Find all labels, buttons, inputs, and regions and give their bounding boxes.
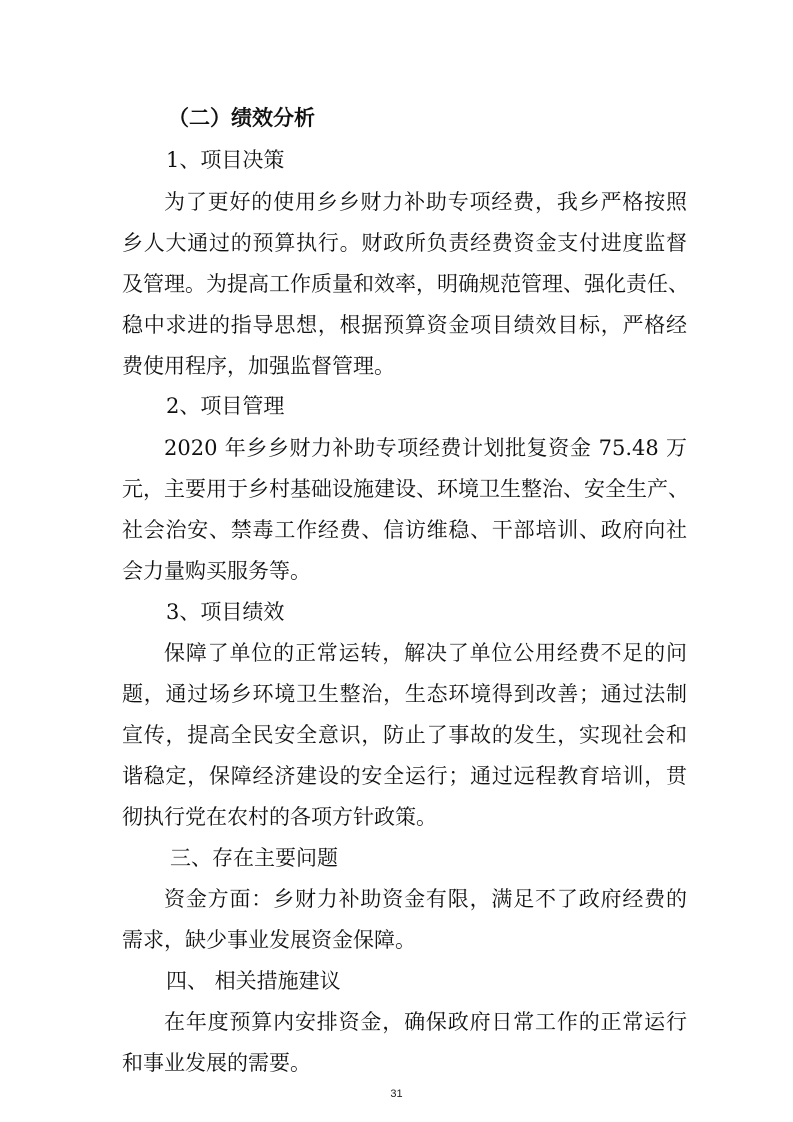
paragraph-line: 乡人大通过的预算执行。财政所负责经费资金支付进度监督 [122,231,687,255]
paragraph-line: 保障了单位的正常运转，解决了单位公用经费不足的问 [164,641,687,665]
paragraph-line: 稳中求进的指导思想，根据预算资金项目绩效目标，严格经 [122,313,687,337]
subsection-title-performance: 3、项目绩效 [166,600,285,624]
paragraph-line: 彻执行党在农村的各项方针政策。 [122,805,437,829]
paragraph-line: 元，主要用于乡村基础设施建设、环境卫生整治、安全生产、 [122,477,689,501]
paragraph-line: 为了更好的使用乡乡财力补助专项经费，我乡严格按照 [164,190,687,214]
paragraph-line: 会力量购买服务等。 [122,559,311,583]
paragraph-line: 题，通过场乡环境卫生整治，生态环境得到改善；通过法制 [122,682,687,706]
section-title-problems: 三、存在主要问题 [170,846,338,870]
paragraph-line: 费使用程序，加强监督管理。 [122,354,395,378]
paragraph-line: 谐稳定，保障经济建设的安全运行；通过远程教育培训，贯 [122,764,687,788]
paragraph-line: 和事业发展的需要。 [122,1051,311,1075]
paragraph-line: 资金方面：乡财力补助资金有限，满足不了政府经费的 [164,887,687,911]
paragraph-line: 宣传，提高全民安全意识，防止了事故的发生，实现社会和 [122,723,687,747]
section-heading: （二）绩效分析 [168,106,315,130]
paragraph-line: 需求，缺少事业发展资金保障。 [122,928,416,952]
paragraph-line: 社会治安、禁毒工作经费、信访维稳、干部培训、政府向社 [122,518,687,542]
section-title-measures: 四、 相关措施建议 [166,969,341,993]
page-number: 31 [390,1088,403,1100]
subsection-title-decision: 1、项目决策 [166,148,285,172]
subsection-title-management: 2、项目管理 [166,394,285,418]
paragraph-line: 及管理。为提高工作质量和效率，明确规范管理、强化责任、 [122,272,689,296]
paragraph-line: 在年度预算内安排资金，确保政府日常工作的正常运行 [164,1010,687,1034]
paragraph-line: 2020 年乡乡财力补助专项经费计划批复资金 75.48 万 [164,436,687,460]
